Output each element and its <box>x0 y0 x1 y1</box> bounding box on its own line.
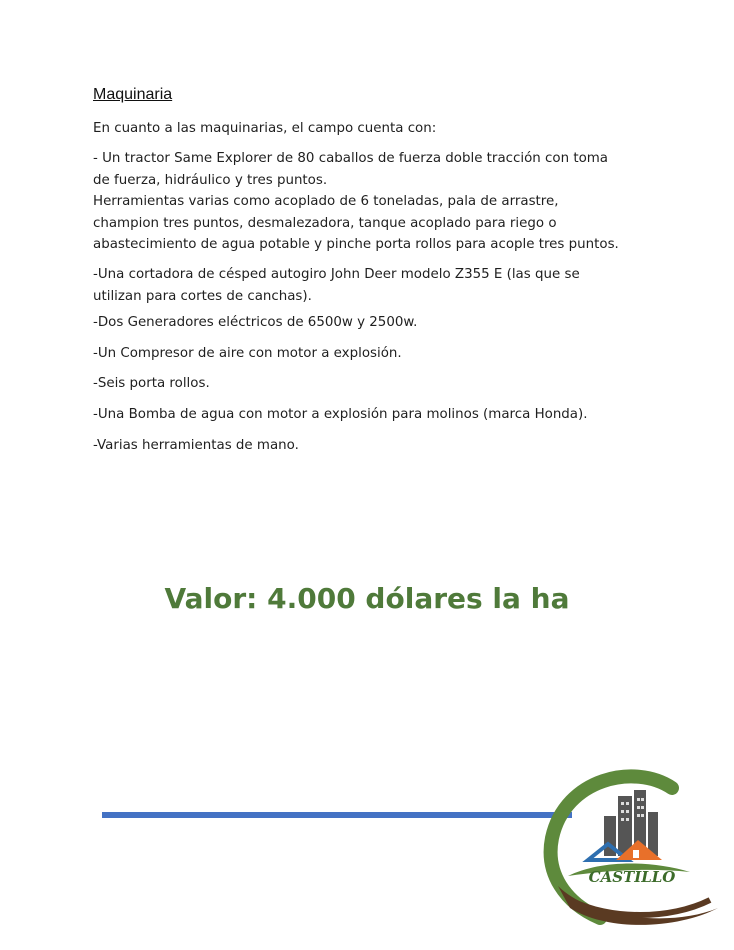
logo-text: CASTILLO <box>588 868 676 886</box>
footer-rule <box>102 812 572 818</box>
intro-paragraph: En cuanto a las maquinarias, el campo cuenta con: <box>93 121 437 136</box>
item-tractor: - Un tractor Same Explorer de 80 caballos de fuerza doble tracción con toma de fuerza, hidráulico y tres puntos. <box>93 151 609 188</box>
item-bale-holders: -Seis porta rollos. <box>93 376 210 391</box>
section-heading: Maquinaria <box>93 86 173 103</box>
castillo-logo <box>540 768 725 938</box>
item-generators: -Dos Generadores eléctricos de 6500w y 2500w. <box>93 315 418 330</box>
item-hand-tools: -Varias herramientas de mano. <box>93 438 299 453</box>
item-compressor: -Un Compresor de aire con motor a explosión. <box>93 346 402 361</box>
item-water-pump: -Una Bomba de agua con motor a explosión para molinos (marca Honda). <box>93 407 588 422</box>
price-line: Valor: 4.000 dólares la ha <box>164 582 570 615</box>
item-tools: Herramientas varias como acoplado de 6 toneladas, pala de arrastre, champion tres puntos, desmalezadora, tanque acoplado para riego o abastecimiento de agua potable y pinche porta rollos para acople tres puntos. <box>93 194 619 252</box>
item-mower: -Una cortadora de césped autogiro John Deer modelo Z355 E (las que se utilizan para cortes de canchas). <box>93 267 580 304</box>
